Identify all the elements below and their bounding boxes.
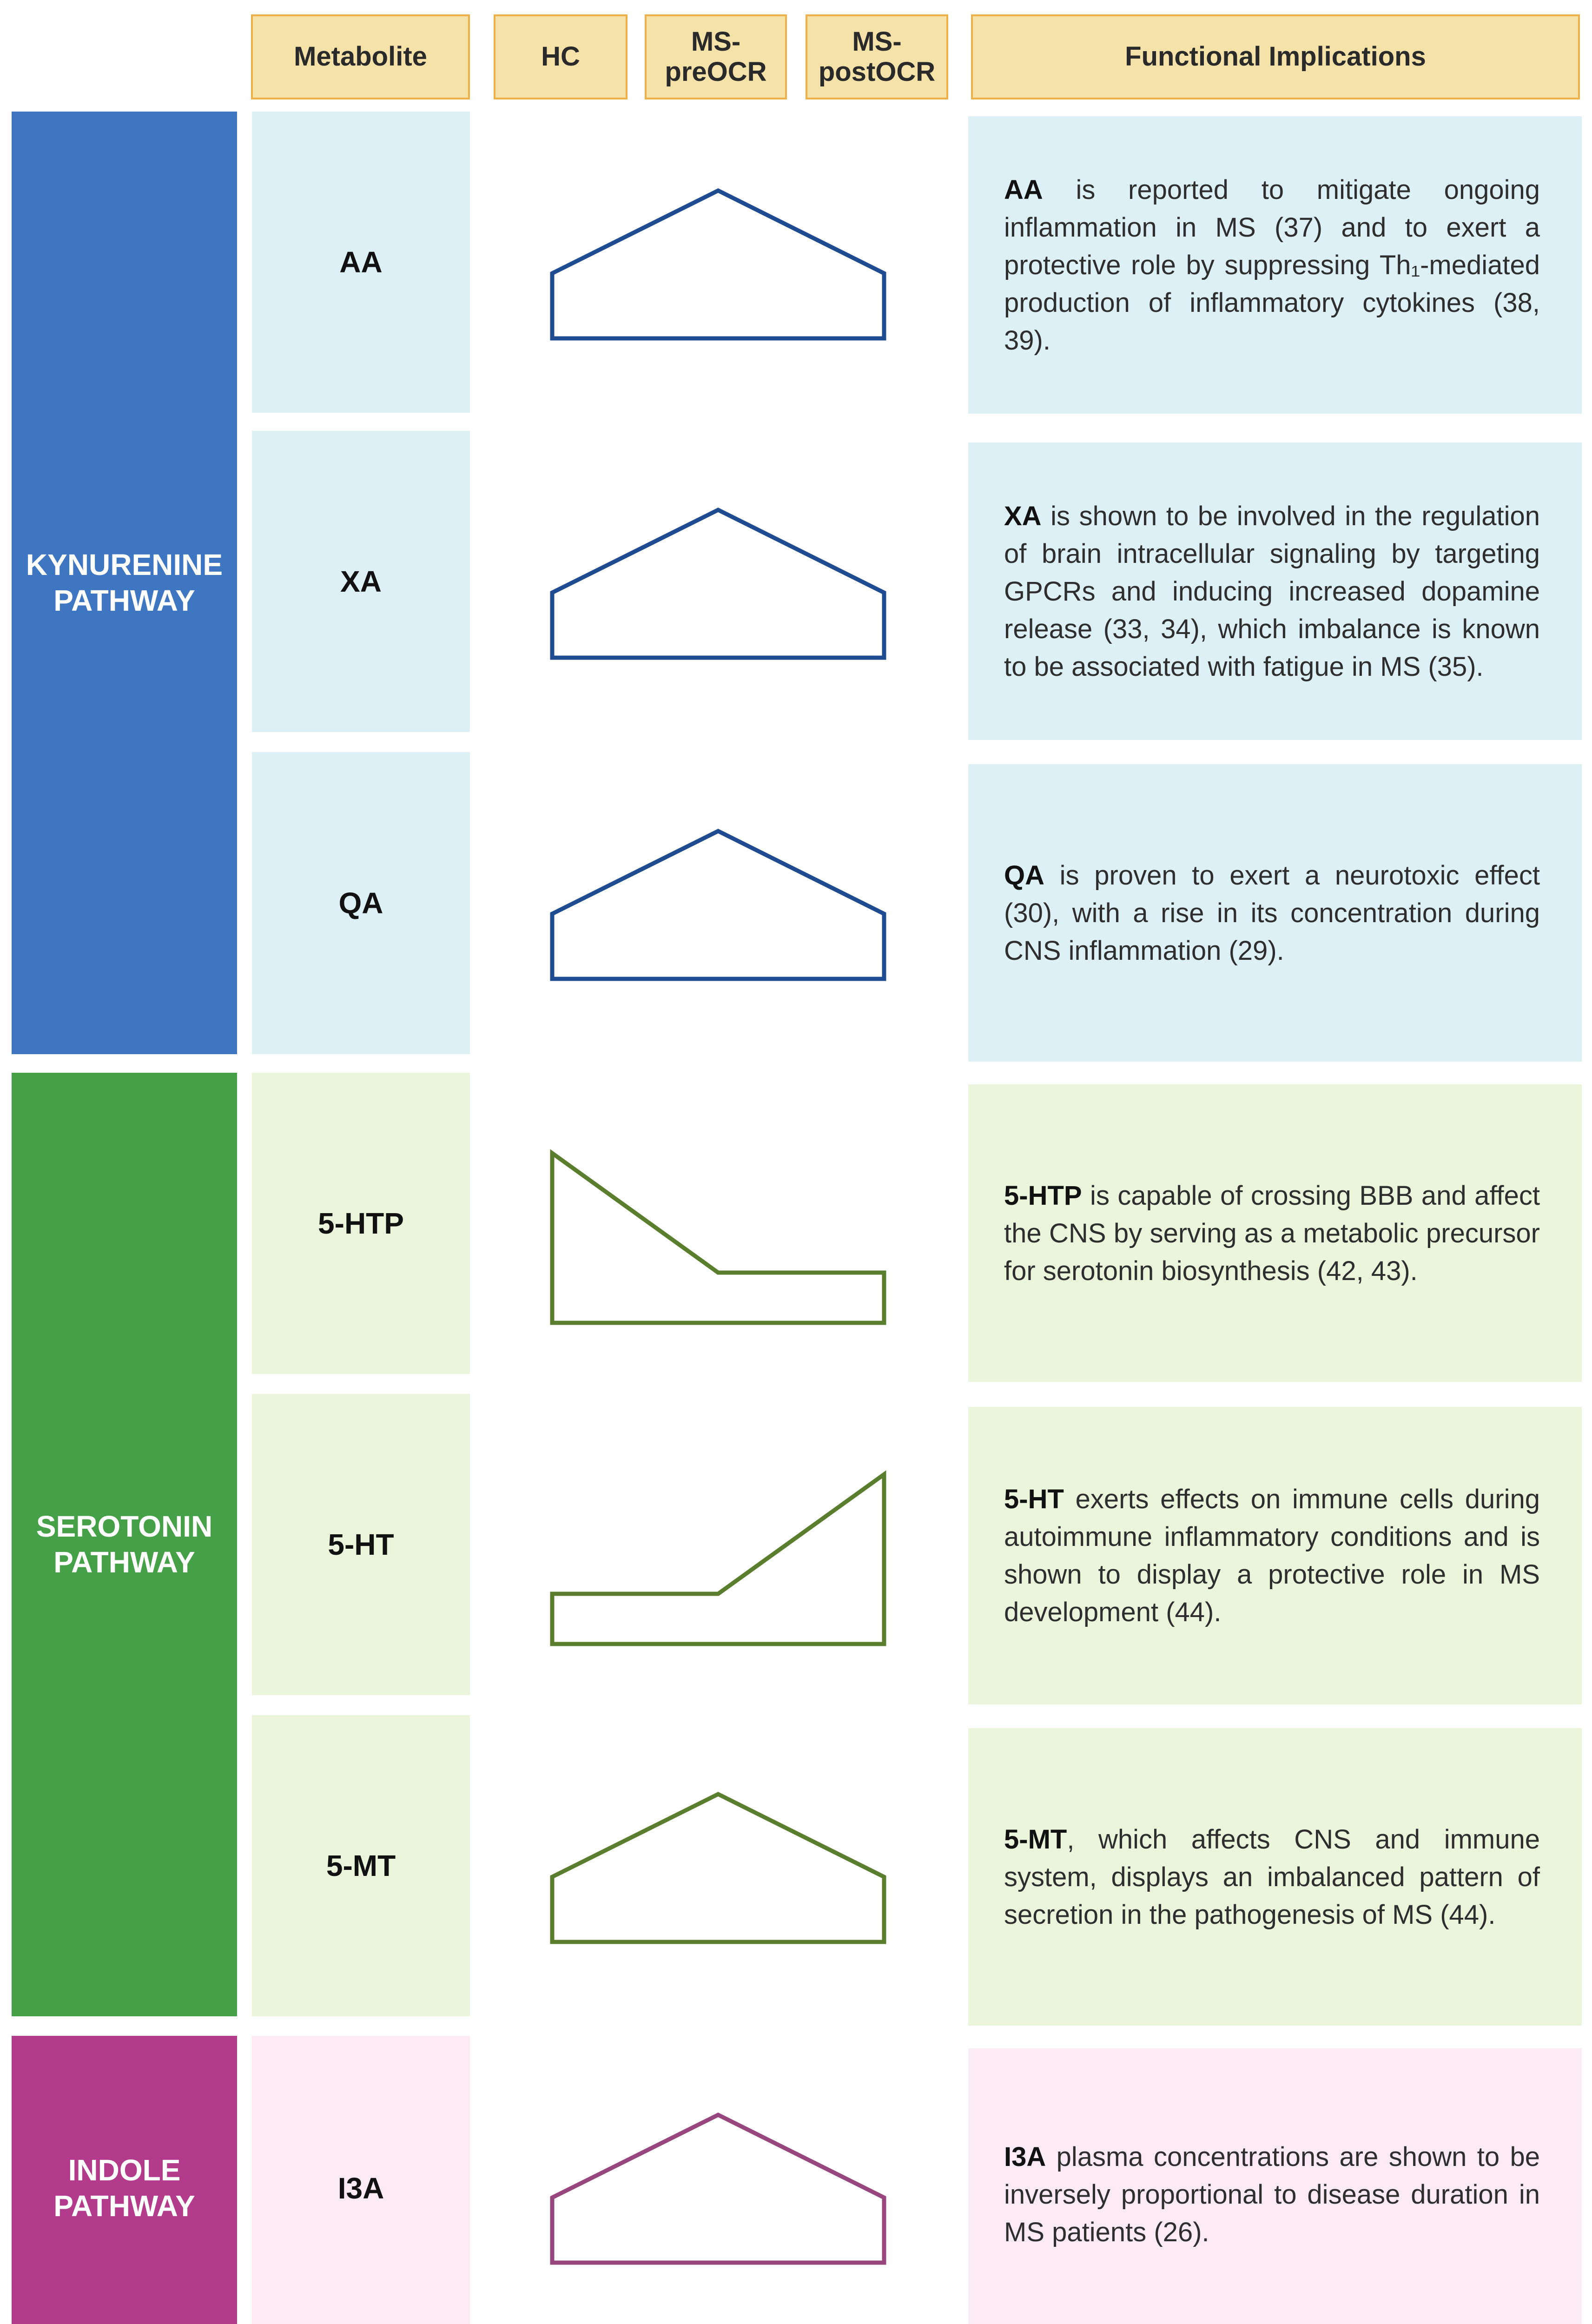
header-metabolite: Metabolite — [251, 14, 470, 99]
description-5-htp-body: is capable of crossing BBB and affect the CNS by serving as a metabolic precursor for serotonin biosynthesis (42, 43). — [1004, 1180, 1540, 1286]
description-xa-text — [1004, 497, 1540, 686]
description-i3a — [968, 2048, 1582, 2324]
metabolite-cell-5-ht: 5-HT — [252, 1394, 470, 1695]
description-i3a-metabolite: I3A — [1004, 2141, 1046, 2172]
description-5-htp — [968, 1084, 1582, 1382]
description-5-mt — [968, 1728, 1582, 2026]
description-aa-metabolite: AA — [1004, 174, 1043, 205]
description-qa — [968, 764, 1582, 1062]
description-5-mt-text — [1004, 1821, 1540, 1934]
description-i3a-text — [1004, 2138, 1540, 2251]
metabolite-cell-5-htp: 5-HTP — [252, 1073, 470, 1374]
description-aa-text — [1004, 171, 1540, 359]
description-qa-metabolite: QA — [1004, 860, 1044, 891]
description-xa-metabolite: XA — [1004, 501, 1042, 531]
description-5-ht — [968, 1407, 1582, 1704]
metabolite-cell-5-mt: 5-MT — [252, 1715, 470, 2016]
description-5-htp-text — [1004, 1177, 1540, 1290]
header-hc: HC — [494, 14, 628, 99]
description-5-mt-body: , which affects CNS and immune system, displays an imbalanced pattern of secretion in the pathogenesis of MS (44). — [1004, 1824, 1540, 1930]
metabolite-cell-xa: XA — [252, 431, 470, 732]
description-qa-text — [1004, 857, 1540, 970]
header-ms-preocr-text: MS- preOCR — [665, 26, 767, 87]
header-functional-implications: Functional Implications — [971, 14, 1580, 99]
description-5-ht-metabolite: 5-HT — [1004, 1484, 1064, 1514]
description-qa-body: is proven to exert a neurotoxic effect (30), with a rise in its concentration during CNS inflammation (29). — [1004, 860, 1540, 966]
metabolite-cell-qa: QA — [252, 752, 470, 1054]
description-5-mt-metabolite: 5-MT — [1004, 1824, 1067, 1855]
description-xa — [968, 442, 1582, 740]
metabolite-cell-i3a: I3A — [252, 2036, 470, 2324]
metabolite-cell-aa: AA — [252, 112, 470, 413]
serotonin-pathway-text: SEROTONIN PATHWAY — [36, 1510, 213, 1579]
kynurenine-pathway-text: KYNURENINE PATHWAY — [26, 548, 223, 617]
indole-pathway-text: INDOLE PATHWAY — [53, 2153, 195, 2223]
description-xa-body: is shown to be involved in the regulation of brain intracellular signaling by targeting GPCRs and inducing increased dopamine release (33, 34), which imbalance is known to be associated with fatigue in MS (35). — [1004, 501, 1540, 682]
description-5-ht-text — [1004, 1480, 1540, 1631]
description-aa — [968, 116, 1582, 414]
description-5-ht-body: exerts effects on immune cells during autoimmune inflammatory conditions and is shown to display a protective role in MS development (44). — [1004, 1484, 1540, 1627]
trend-polygon-i3a — [552, 2115, 884, 2263]
description-i3a-body: plasma concentrations are shown to be inversely proportional to disease duration in MS patients (26). — [1004, 2141, 1540, 2247]
description-5-htp-metabolite: 5-HTP — [1004, 1180, 1082, 1211]
description-aa-body: is reported to mitigate ongoing inflammation in MS (37) and to exert a protective role by suppressing Th₁-mediated production of inflammatory cytokines (38, 39). — [1004, 174, 1540, 356]
header-ms-postocr-text: MS- postOCR — [818, 26, 936, 87]
